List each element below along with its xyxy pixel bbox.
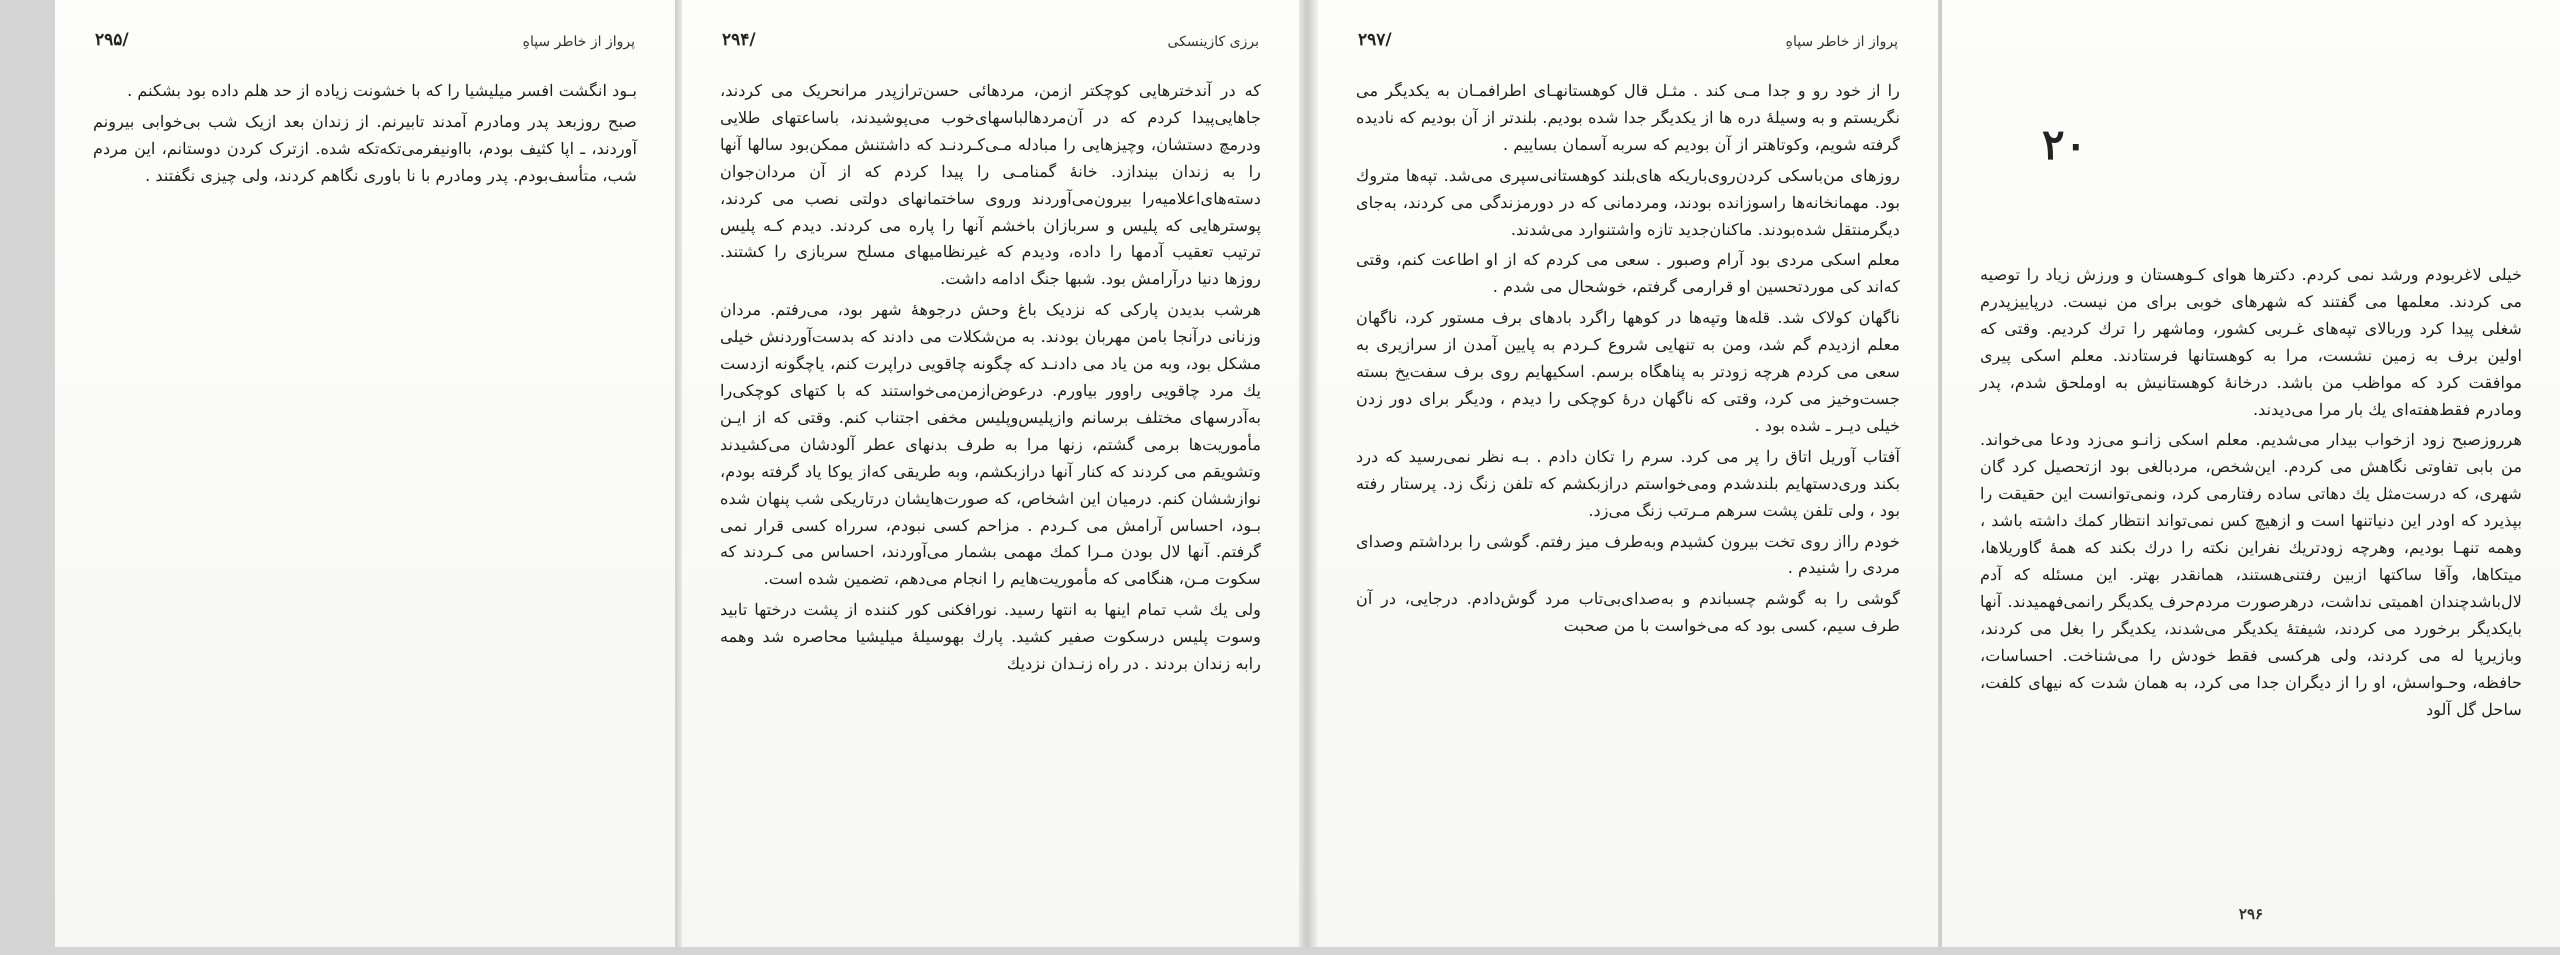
page-body: [720, 78, 1261, 682]
paragraph: معلم اسکی مردی بود آرام وصبور . سعی می کردم که از او اطاعت کنم، وقتی که‌اند کی مورد‌تحسین او قرارمی گرفتم، خوشحال می شدم .: [1356, 250, 1900, 297]
running-head: پرواز از خاطر سپاهِ: [1785, 34, 1898, 50]
page-number: ۲۹۵/: [95, 30, 129, 50]
book-page-297: [1318, 0, 1938, 947]
paragraph: ناگهان کولاک شد. قله‌ها وتپه‌ها در کوهها راگرد بادهای برف مستور کرد، ناگهان معلم ازدیدم گم شد، ومن به تنهایی شروع کـردم به پایین آمدن از سرازیری به سعی می کردم هرچه زودتر به پناهگاه برسم. اسکیهایم روی برف سفت‌یخ بسته جست‌وخیز می کرد، وقتی که ناگهان درهٔ کوچکی را دیدم ، ودیگر برای دور زدن خیلی دیـر ـ شده بود .: [1356, 308, 1900, 435]
paragraph: آفتاب آوریل اتاق را پر می کرد. سرم را تکان دادم . بـه نظر نمی‌رسید که درد بکند وری‌دستهایم بلندشدم ومی‌خواستم درازبکشم که تلفن زنگ زد. پرستار رفته بود ، ولی تلفن پشت سرهم مـرتب زنگ می‌زد.: [1356, 446, 1900, 520]
page-header: [722, 30, 1259, 56]
book-page-295: [55, 0, 675, 947]
running-head: پرواز از خاطر سپاهِ: [522, 34, 635, 50]
page-header: [95, 30, 635, 56]
paragraph: بـود انگشت افسر میلیشیا را که با خشونت زیاده از حد هلم داده بود بشکنم .: [127, 81, 637, 100]
book-page-296: [1942, 0, 2560, 947]
background-strip: [0, 947, 2560, 955]
paragraph: خیلی لاغربودم ورشد نمی کردم. دکترها هوای کـوهستان و ورزش زیاد را توصیه می کردند. معلمها می گفتند که شهرهای خوبی برای من نیست. درپاییزپدرم شغلی پیدا کرد وربالای تپه‌های غـربی کشور، وماشهر را ترك کردیم. وقتی که اولین برف به زمین نشست، مرا به کوهستانها فرستادند. معلم اسکی پیری موافقت کرد که مواظب من باشد. درخانهٔ کوهستانیش به اوملحق شدم، پدر ومادرم فقط‌هفته‌ای یك بار مرا می‌دیدند.: [1980, 265, 2522, 419]
page-body: [93, 78, 637, 194]
paragraph: روزهای من‌باسکی کردن‌روی‌باریکه های‌بلند کوهستانی‌سپری می‌شد. تپه‌ها متروك بود. مهمانخانه‌ها راسوزانده بودند، ومردمانی که در دورمزندگی می کردند، به‌جای دیگرمنتقل شده‌بودند. ماکنان‌جدید تازه واشتنوارد می‌شدند.: [1356, 165, 1900, 239]
paragraph: خودم رااز روی تخت بیرون کشیدم وبه‌طرف میز رفتم. گوشی را برداشتم وصدای مردی را شنیدم .: [1356, 531, 1900, 578]
paragraph: هرشب بدیدن پارکی که نزدیک باغ وحش درجوههٔ شهر بود، می‌رفتم. مردان وزنانی درآنجا بامن مهربان بودند. به من‌شکلات می دادند که بدست‌آوردنش خیلی مشکل بود، وبه من یاد می دادنـد که چگونه چاقویی دراپرت کنم، یاچگونه ازدست یك مرد چاقویی راوور بیاورم. درعوض‌ازمن‌می‌خواستند که با کتهای کوچکی‌را به‌آدرسهای مختلف برسانم وازپلیس‌وپلیس مخفی اجتناب کنم. وقتی که از ایـن مأموریت‌ها برمی گشتم، زنها مرا به طرف بدنهای عطر آلودشان می‌کشیدند وتشویقم می کردند که کنار آنها درازبکشم، وبه طریقی که‌از یوکا یاد گرفته بودم، نوازششان کنم. درمیان این اشخاص، که صورت‌هایشان درتاریکی شب پنهان شده بـود، احساس آرامش می کـردم . مزاحم کسی نبودم، سرراه کسی قرار نمی گرفتم. آنها لال بودن مـرا کمك مهمی بشمار می‌آوردند، احساس می کـردند که سکوت مـن، هنگامی که مأموریت‌هایم را انجام می‌دهم، تضمین شده است.: [720, 300, 1261, 589]
running-head: برزی کازینسکی: [1167, 34, 1259, 50]
paragraph: که در آندخترهایی کوچکتر ازمن، مردهائی حسن‌ترازپدر مرانحریک می کردند، جاهایی‌پیدا کردم که در آن‌مردهالباسهای‌خوب می‌پوشیدند، باساعتهای طلایی ودرمچ دستشان، وچیزهایی را مبادله مـی‌کـردنـد که داشتنش ممکن‌بود سالها آنها را به زندان بیندازد. خانهٔ گمنامـی را پیدا کردم که از آن مردان‌جوان دسته‌های‌اعلامیه‌را بیرون‌می‌آوردند وروی ساختمانهای دولتی نصب می کردند، پوسترهایی که پلیس و سربازان باخشم آنها را پاره می کردند. دیدم کـه پلیس ترتیب تعقیب آدمها را داده، ودیدم که غیرنظامیهای مسلح سربازی را کشتند. روزها دنیا درآرامش بود. شبها جنگ ادامه داشت.: [720, 81, 1261, 289]
page-header: [1358, 30, 1898, 56]
page-number: ۲۹۷/: [1358, 30, 1392, 50]
footer-page-number: ۲۹۶: [2238, 905, 2264, 923]
paragraph: صبح روزبعد پدر ومادرم آمدند تابیرنم. از زندان بعد ازیک شب بی‌خوابی بیرونم آوردند، ـ اپا کثیف بودم، بااونیفرمی‌تکه‌تکه شده. ازترک کردن دوستانم، این مردم شب، متأسف‌بودم. پدر ومادرم با نا باوری نگاهم کردند، ولی چیزی نگفتند .: [93, 111, 637, 185]
page-body: [1356, 78, 1900, 644]
paragraph: را از خود رو و جدا مـی کند . مثـل قال کوهستانهـای اطرافمـان به یکدیگر می نگریستم و به وسیلهٔ دره ها از یکدیگر جدا شده بودیم. بلندتر از آن بودیم که نادیده گرفته شویم، وکوتاهتر از آن بودیم که سربه آسمان بساییم .: [1356, 81, 1900, 154]
chapter-number: ۲۰: [2042, 120, 2088, 169]
paragraph: گوشی را به گوشم چسباندم و به‌صدای‌بی‌تاب مرد گوش‌دادم. درجایی، در آن طرف سیم، کسی بود که می‌خواست با من صحبت: [1356, 589, 1900, 636]
page-body: [1980, 262, 2522, 727]
paragraph: هرروزصبح زود ازخواب بیدار می‌شدیم. معلم اسکی زانـو می‌زد ودعا می‌خواند. من بابی تفاوتی نگاهش می کردم. این‌شخص، مردبالغی بود ازتحصیل کرد گان شهری، که درست‌مثل یك دهاتی ساده رفتارمی کرد، ونمی‌توانست این حقیقت را بپذیرد که اودر این دنیاتنها است و ازهیچ کس نمی‌تواند انتظار کمك داشته باشد ، وهمه تنهـا بودیم، وهرچه زودتریك نفراین نکته را درك بکند که همهٔ گاوریلاها، میتکاها، وآقا ساکتها ازبین رفتنی‌هستند، همانقدر بهتر. این مسئله که آدم لال‌باشدچندان اهمیتی نداشت، درهرصورت مردم‌حرف یکدیگر رانمی‌فهمیدند. آنها بایکدیگر برخورد می کردند، شیفتهٔ یکدیگر می‌شدند، یکدیگر را بغل می کردند، وبازیرپا له می کردند، ولی هرکسی فقط خودش را می‌شناخت. احساسات، حافظه، وحـواسش، او را از دیگران جدا می کرد، به همان شدت که نیهای کلفت، ساحل گل آلود: [1980, 430, 2522, 719]
paragraph: ولی یك شب تمام اینها به انتها رسید. نورافکنی کور کننده از پشت درختها تابید وسوت پلیس درسکوت صفیر کشید. پارك بهوسیلهٔ میلیشیا محاصره شد وهمه رابه زندان بردند . در راه زنـدان نزدیك: [720, 600, 1261, 674]
page-number: ۲۹۴/: [722, 30, 756, 50]
book-page-294: [682, 0, 1299, 947]
